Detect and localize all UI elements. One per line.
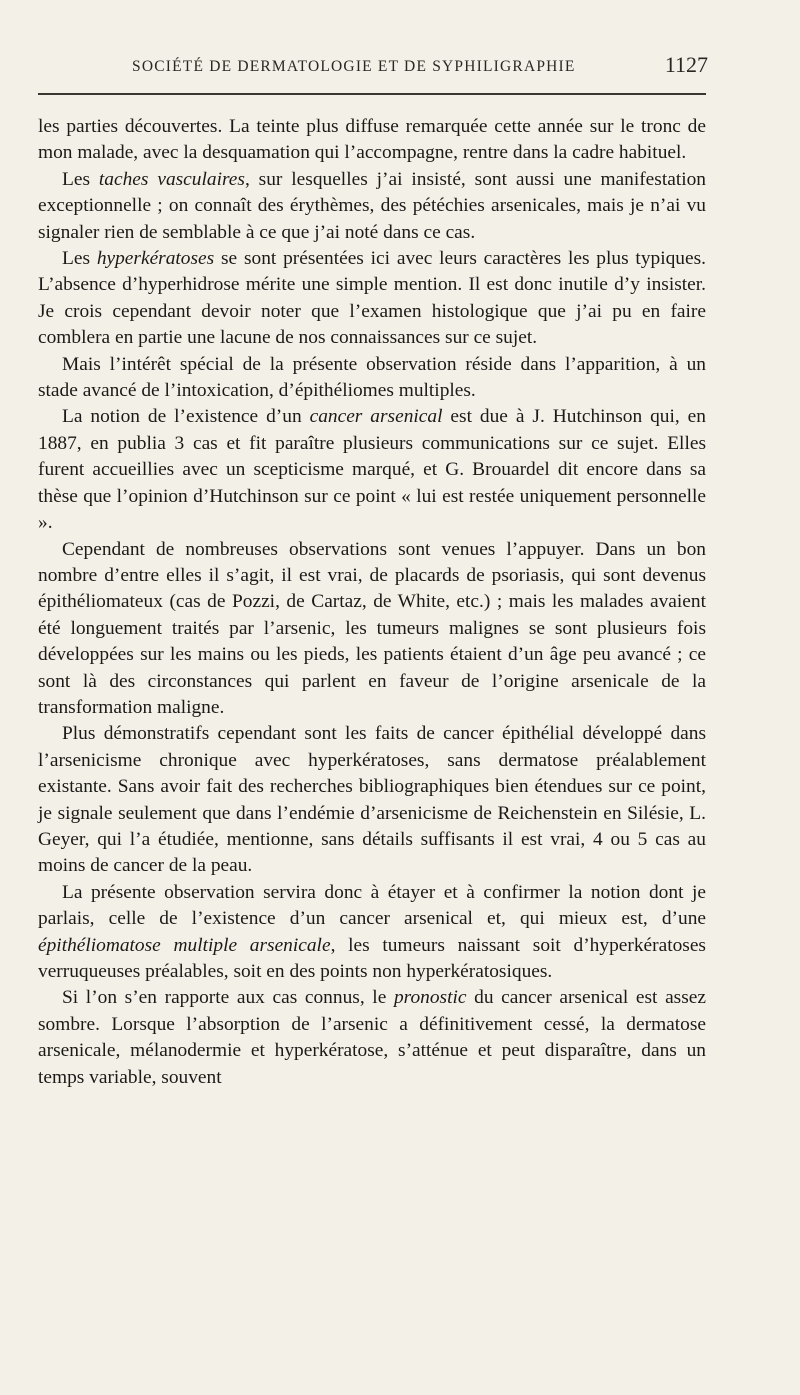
text-segment: du cancer arsenical est assez sombre. Lorsque l’absorption de l’arsenic a définitivement cessé, la dermatose arsenicale, mélanodermie et hyperkératose, s’atténue et peut disparaître, dans un temps variable, souvent <box>38 987 706 1088</box>
header-rule <box>38 93 706 95</box>
paragraph <box>38 167 706 246</box>
text-segment: Les <box>62 248 97 270</box>
text-segment: Plus démonstratifs cependant sont les faits de cancer épithélial développé dans l’arsenicisme chronique avec hyperkératoses, sans dermatose préalablement existante. Sans avoir fait des recherches bibliographiques bien étendues sur ce point, je signale seulement que dans l’endémie d’arsenicisme de Reichenstein en Silésie, L. Geyer, qui l’a étudiée, mentionne, sans détails suffisants il est vrai, 4 ou 5 cas au moins de cancer de la peau. <box>38 723 706 877</box>
paragraph <box>38 404 706 536</box>
italic-term: épithéliomatose multiple arsenicale <box>38 934 331 956</box>
paragraph <box>38 114 706 167</box>
paragraph <box>38 721 706 879</box>
paragraph <box>38 537 706 722</box>
paragraph <box>38 880 706 986</box>
running-head <box>0 52 800 82</box>
running-title: SOCIÉTÉ DE DERMATOLOGIE ET DE SYPHILIGRAPHIE <box>132 58 576 75</box>
italic-term: taches vasculaires <box>98 168 245 190</box>
text-segment: Mais l’intérêt spécial de la présente observation réside dans l’apparition, à un stade avancé de l’intoxication, d’épithéliomes multiples. <box>38 353 706 402</box>
page-number: 1127 <box>664 52 708 77</box>
text-segment: Cependant de nombreuses observations sont venues l’appuyer. Dans un bon nombre d’entre elles il s’agit, il est vrai, de placards de psoriasis, qui sont devenus épithéliomateux (cas de Pozzi, de Cartaz, de White, etc.) ; mais les malades avaient été longuement traités par l’arsenic, les tumeurs malignes se sont plusieurs fois développées sur les mains ou les pieds, les patients étaient d’un âge peu avancé ; ce sont là des circonstances qui parlent en faveur de l’origine arsenicale de la transformation maligne. <box>38 538 706 718</box>
paragraph <box>38 246 706 352</box>
italic-term: hyperkératoses <box>96 248 215 270</box>
italic-term: pronostic <box>393 987 467 1009</box>
text-segment: Si l’on s’en rapporte aux cas connus, le <box>62 987 394 1009</box>
text-segment: , les tumeurs naissant soit d’hyperkératoses verruqueuses préalables, soit en des points non hyperkératosiques. <box>38 934 706 982</box>
text-segment: Les <box>62 168 99 190</box>
text-segment: les parties découvertes. La teinte plus diffuse remarquée cette année sur le tronc de mon malade, avec la desquamation qui l’accompagne, rentre dans la cadre habituel. <box>38 116 706 164</box>
text-segment: est due à J. Hutchinson qui, en 1887, en publia 3 cas et fit paraître plusieurs communications sur ce sujet. Elles furent accueillies avec un scepticisme marqué, et G. Brouardel dit encore dans sa thèse que l’opinion d’Hutchinson sur ce point « lui est restée uniquement personnelle ». <box>38 406 706 534</box>
paragraph <box>38 352 706 405</box>
body-text <box>38 114 706 1091</box>
paragraph <box>38 985 706 1091</box>
text-segment: La notion de l’existence d’un <box>62 406 310 428</box>
text-segment: , sur lesquelles j’ai insisté, sont aussi une manifestation exceptionnelle ; on connaît des érythèmes, des pétéchies arsenicales, mais je n’ai vu signaler rien de semblable à ce que j’ai noté dans ce cas. <box>38 168 706 243</box>
italic-term: cancer arsenical <box>309 406 443 428</box>
text-segment: La présente observation servira donc à étayer et à confirmer la notion dont je parlais, celle de l’existence d’un cancer arsenical et, qui mieux est, d’une <box>38 881 706 930</box>
text-segment: se sont présentées ici avec leurs caractères les plus typiques. L’absence d’hyperhidrose mérite une simple mention. Il est donc inutile d’y insister. Je crois cependant devoir noter que l’examen histologique que j’ai pu en faire comblera en partie une lacune de nos connaissances sur ce sujet. <box>38 248 706 349</box>
